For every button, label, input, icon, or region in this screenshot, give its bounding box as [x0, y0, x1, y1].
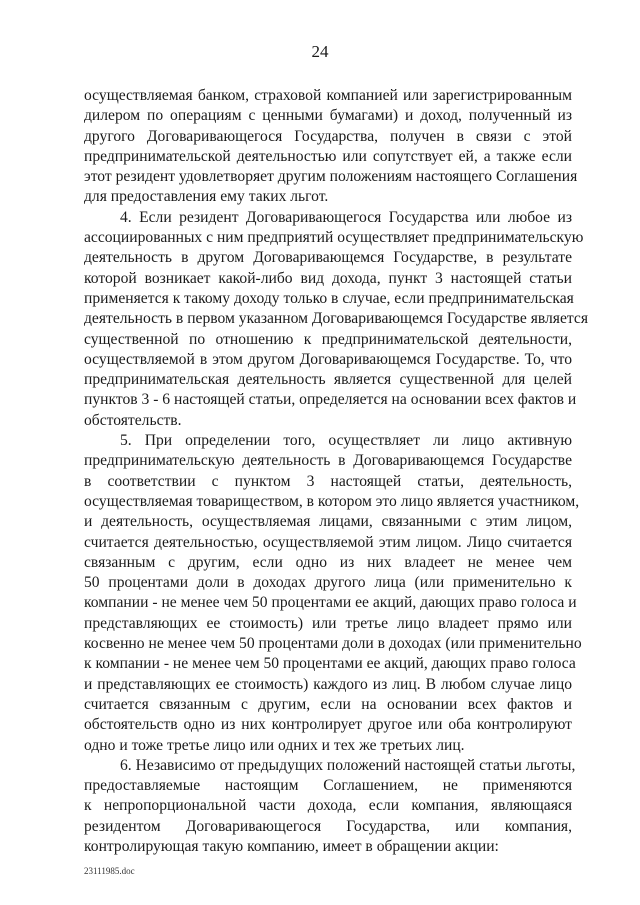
text-line: косвенно не менее чем 50 процентами доли в доходах (или применительно	[84, 635, 582, 653]
text-line: пунктов 3 - 6 настоящей статьи, определяется на основании всех фактов и	[84, 391, 577, 409]
text-line: компании - не менее чем 50 процентами ее акций, дающих право голоса и	[84, 594, 577, 612]
text-line: связанным с другим, если одно из них владеет не менее чем	[84, 553, 572, 571]
text-line: предпринимательская деятельность является существенной для целей	[84, 371, 572, 389]
text-line: резидентом Договаривающегося Государства, или компания,	[84, 817, 572, 835]
text-line: для предоставления ему таких льгот.	[84, 188, 329, 206]
text-line: 4. Если резидент Договаривающегося Государства или любое из	[120, 208, 572, 226]
text-line: этот резидент удовлетворяет другим положениям настоящего Соглашения	[84, 168, 578, 186]
text-line: и деятельность, осуществляемая лицами, связанными с этим лицом,	[84, 513, 572, 531]
text-line: предпринимательской деятельностью или сопутствует ей, а также если	[84, 147, 572, 165]
text-line: 5. При определении того, осуществляет ли лицо активную	[120, 432, 572, 450]
text-line: контролирующая такую компанию, имеет в обращении акции:	[84, 837, 499, 855]
text-line: деятельность в другом Договаривающемся Государстве, в результате	[84, 249, 572, 267]
text-line: обстоятельств.	[84, 411, 182, 429]
text-line: одно и тоже третье лицо или одних и тех же третьих лиц.	[84, 736, 465, 754]
page-number: 24	[311, 42, 329, 61]
text-line: предоставляемые настоящим Соглашением, не применяются	[84, 777, 572, 795]
document-body	[84, 86, 588, 857]
text-line: осуществляемой в этом другом Договаривающемся Государстве. То, что	[84, 350, 572, 368]
text-line: существенной по отношению к предпринимательской деятельности,	[84, 330, 572, 348]
text-line: дилером по операциям с ценными бумагами) и доход, полученный из	[84, 107, 572, 125]
text-line: 50 процентами доли в доходах другого лица (или применительно к	[84, 574, 572, 592]
text-line: деятельность в первом указанном Договаривающемся Государстве является	[84, 310, 588, 328]
text-line: осуществляемая банком, страховой компанией или зарегистрированным	[84, 87, 572, 104]
text-line: другого Договаривающегося Государства, получен в связи с этой	[84, 127, 572, 145]
text-line: осуществляемая товариществом, в котором это лицо является участником,	[84, 492, 580, 510]
text-line: предпринимательскую деятельность в Договаривающемся Государстве	[84, 452, 572, 470]
text-line: и представляющих ее стоимость) каждого из лиц. В любом случае лицо	[84, 675, 572, 693]
text-line: представляющих ее стоимость) или третье лицо владеет прямо или	[84, 614, 572, 632]
text-line: к непропорциональной части дохода, если компания, являющаяся	[84, 797, 572, 815]
text-line: ассоциированных с ним предприятий осуществляет предпринимательскую	[84, 229, 584, 247]
text-line: 6. Независимо от предыдущих положений настоящей статьи льготы,	[120, 756, 576, 774]
text-line: в соответствии с пунктом 3 настоящей статьи, деятельность,	[84, 472, 572, 490]
text-line: применяется к такому доходу только в случае, если предпринимательская	[84, 289, 574, 307]
text-line: к компании - не менее чем 50 процентами ее акций, дающих право голоса	[84, 655, 576, 673]
footer-filename: 23111985.doc	[84, 866, 135, 876]
text-line: которой возникает какой-либо вид дохода, пункт 3 настоящей статьи	[84, 269, 572, 287]
text-line: обстоятельств одно из них контролирует другое или оба контролируют	[84, 716, 572, 734]
text-line: считается деятельностью, осуществляемой этим лицом. Лицо считается	[84, 533, 572, 551]
text-line: считается связанным с другим, если на основании всех фактов и	[84, 695, 572, 713]
